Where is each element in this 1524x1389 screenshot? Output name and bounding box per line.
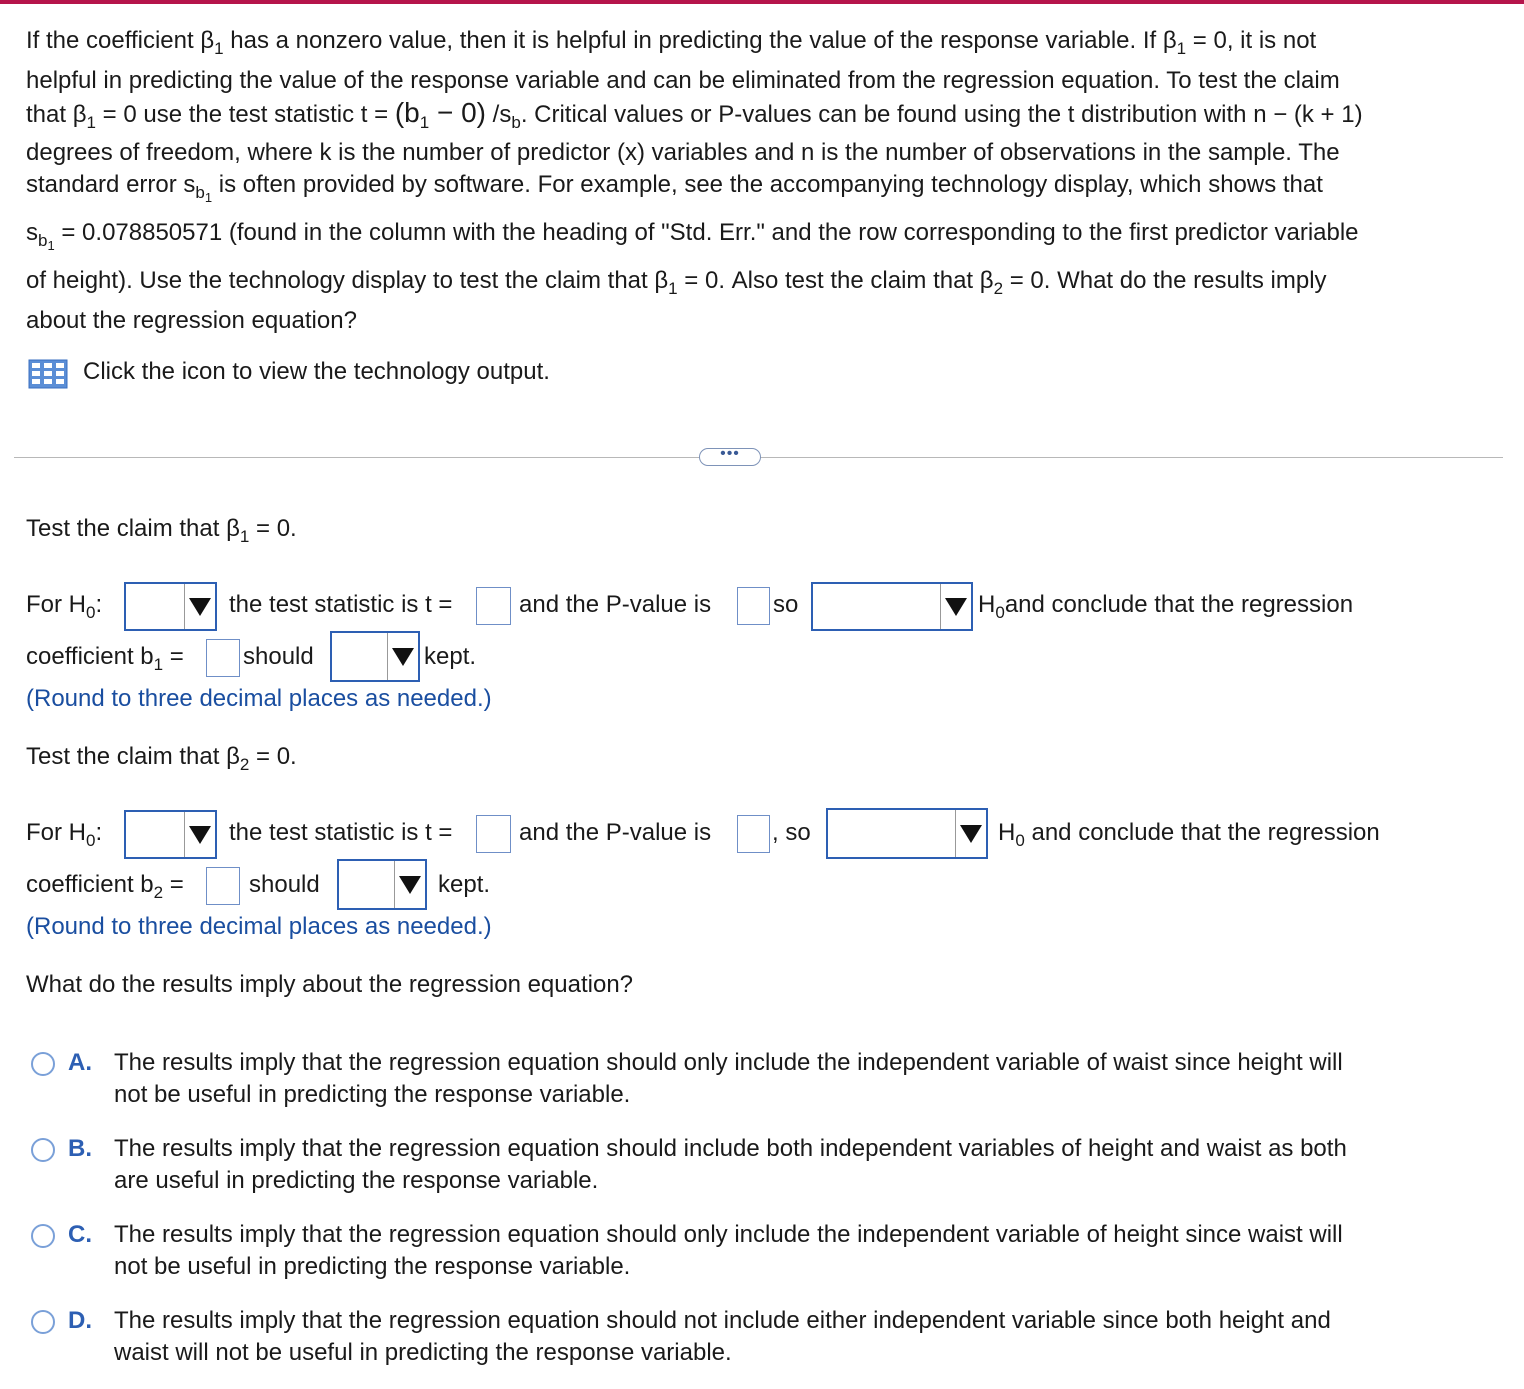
test2-decision-dropdown[interactable]: [826, 808, 988, 859]
test2-kept-label: kept.: [438, 871, 491, 898]
test2-pvalue-label: and the P-value is: [519, 819, 712, 846]
test2-for-h0-label: For $H_0$:: [26, 819, 103, 850]
test2-so-label: , so: [772, 819, 811, 846]
intro-line-2: helpful in predicting the value of the response variable and can be eliminated from the regression equation. To test the claim: [26, 67, 1340, 94]
expand-more-button[interactable]: •••: [699, 448, 761, 466]
option-c-text[interactable]: The results imply that the regression equation should only include the independent variable of height since waist will not be useful in predicting the response variable.: [114, 1221, 1343, 1280]
test1-h0-dropdown[interactable]: [124, 582, 217, 631]
option-c-letter: C.: [68, 1221, 92, 1248]
option-a-radio[interactable]: [31, 1052, 55, 1076]
intro-line-5: standard error $s_{b_1}$ is often provided by software. For example, see the accompanying technology display, which shows that: [26, 171, 1323, 205]
option-d-letter: D.: [68, 1307, 92, 1334]
test2-conclude-label: $H_0$ and conclude that the regression: [998, 819, 1380, 850]
test1-coefficient-input[interactable]: [206, 639, 240, 677]
test1-t-input[interactable]: [476, 587, 511, 625]
test1-should-label: should: [243, 643, 314, 670]
option-b-letter: B.: [68, 1135, 92, 1162]
option-b-text[interactable]: The results imply that the regression equation should include both independent variables of height and waist as both are useful in predicting the response variable.: [114, 1135, 1347, 1194]
test1-coefficient-label: coefficient $b_1$ =: [26, 643, 184, 674]
test1-kept-label: kept.: [424, 643, 477, 670]
test2-pvalue-input[interactable]: [737, 815, 770, 853]
test2-heading: Test the claim that $\beta_2 = 0$.: [26, 743, 297, 774]
option-d-text[interactable]: The results imply that the regression equation should not include either independent variable since both height and waist will not be useful in predicting the response variable.: [114, 1307, 1331, 1366]
test1-pvalue-label: and the P-value is: [519, 591, 712, 618]
table-icon[interactable]: [28, 359, 68, 389]
test2-coefficient-input[interactable]: [206, 867, 240, 905]
option-a-text[interactable]: The results imply that the regression equation should only include the independent variable of waist since height will not be useful in predicting the response variable.: [114, 1049, 1343, 1108]
intro-line-6: $s_{b_1} = 0.078850571$ (found in the column with the heading of "Std. Err." and the row corresponding to the first predictor variable: [26, 219, 1359, 253]
intro-line-8: about the regression equation?: [26, 307, 357, 334]
test2-round-note: (Round to three decimal places as needed.): [26, 913, 492, 940]
test1-pvalue-input[interactable]: [737, 587, 770, 625]
intro-line-3: that $\beta_1 = 0$ use the test statistic $t = (b_1 - 0)$ $/s_b$. Critical values or P-values can be found using the t distribution with n − (k + 1): [26, 97, 1363, 132]
test2-coefficient-label: coefficient $b_2$ =: [26, 871, 184, 902]
option-d-radio[interactable]: [31, 1310, 55, 1334]
intro-line-4: degrees of freedom, where k is the number of predictor (x) variables and n is the number of observations in the sample. The: [26, 139, 1340, 166]
test1-for-h0-label: For $H_0$:: [26, 591, 103, 622]
top-accent-bar: [0, 0, 1524, 4]
test1-decision-dropdown[interactable]: [811, 582, 973, 631]
technology-output-link[interactable]: Click the icon to view the technology output.: [83, 358, 550, 385]
test2-h0-dropdown[interactable]: [124, 810, 217, 859]
regression-question: What do the results imply about the regression equation?: [26, 971, 634, 998]
test2-t-input[interactable]: [476, 815, 511, 853]
option-b-radio[interactable]: [31, 1138, 55, 1162]
intro-line-7: of height). Use the technology display to test the claim that $\beta_1 = 0$. Also test the claim that $\beta_2 = 0$. What do the results imply: [26, 267, 1327, 298]
test1-test-stat-label: the test statistic is t =: [229, 591, 453, 618]
option-c-radio[interactable]: [31, 1224, 55, 1248]
test1-so-label: so: [773, 591, 799, 618]
test1-heading: Test the claim that $\beta_1 = 0$.: [26, 515, 297, 546]
test1-round-note: (Round to three decimal places as needed.): [26, 685, 492, 712]
test1-should-dropdown[interactable]: [330, 631, 420, 682]
option-a-letter: A.: [68, 1049, 92, 1076]
intro-line-1: If the coefficient $\beta_1$ has a nonzero value, then it is helpful in predicting the value of the response variable. If $\beta_1 = 0$, it is not: [26, 27, 1317, 58]
test2-should-label: should: [249, 871, 320, 898]
test2-test-stat-label: the test statistic is t =: [229, 819, 453, 846]
test2-should-dropdown[interactable]: [337, 859, 427, 910]
test1-conclude-label: $H_0and$ conclude that the regression: [978, 591, 1354, 622]
